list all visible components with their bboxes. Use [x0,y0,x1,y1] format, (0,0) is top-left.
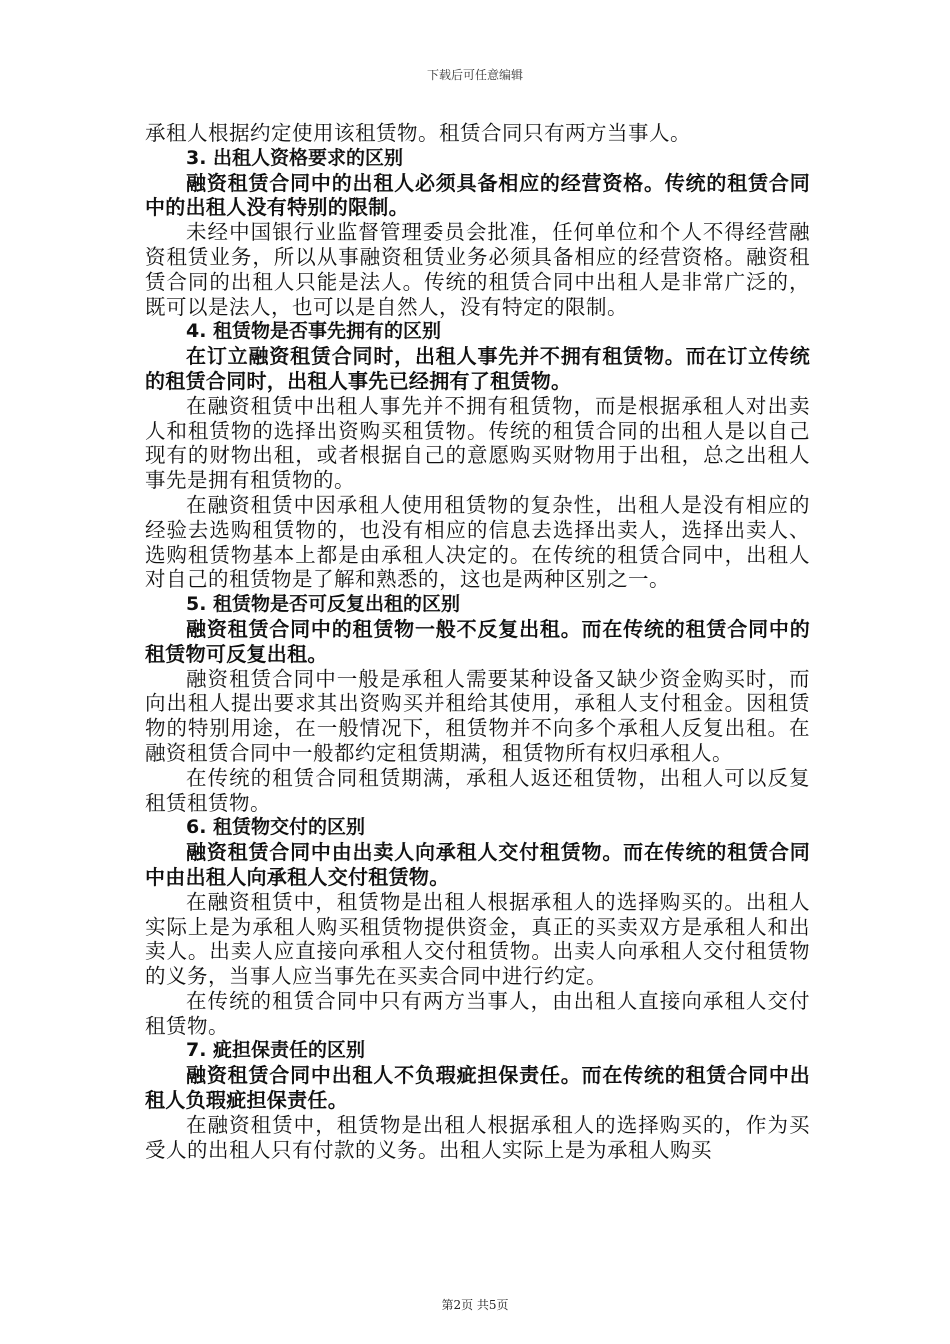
document-body [145,121,810,1162]
page-footer: 第2页 共5页 [441,1298,509,1312]
paragraph: 承租人根据约定使用该租赁物。租赁合同只有两方当事人。 [145,121,691,145]
bold-summary: 融资租赁合同中的出租人必须具备相应的经营资格。传统的租赁合同中的出租人没有特别的限制。 [145,170,810,220]
paragraph: 在融资租赁中，租赁物是出租人根据承租人的选择购买的，作为买受人的出租人只有付款的义务。出租人实际上是为承租人购买 [145,1112,810,1162]
section-heading: 7. 疵担保责任的区别 [186,1039,366,1062]
paragraph: 在传统的租赁合同中只有两方当事人，由出租人直接向承租人交付租赁物。 [145,988,810,1038]
bold-summary: 在订立融资租赁合同时，出租人事先并不拥有租赁物。而在订立传统的租赁合同时，出租人事先已经拥有了租赁物。 [145,344,810,393]
bold-summary: 融资租赁合同中的租赁物一般不反复出租。而在传统的租赁合同中的租赁物可反复出租。 [145,616,810,666]
section-heading: 6. 租赁物交付的区别 [186,816,366,839]
bold-summary: 融资租赁合同中出租人不负瑕疵担保责任。而在传统的租赁合同中出租人负瑕疵担保责任。 [145,1063,810,1113]
paragraph: 在传统的租赁合同租赁期满，承租人返还租赁物，出租人可以反复租赁租赁物。 [145,765,810,815]
section-heading: 4. 租赁物是否事先拥有的区别 [186,320,442,343]
paragraph: 在融资租赁中出租人事先并不拥有租赁物，而是根据承租人对出卖人和租赁物的选择出资购买租赁物。传统的租赁合同的出租人是以自己现有的财物出租，或者根据自己的意愿购买财物用于出租，总之出租人事先是拥有租赁物的。 [145,393,810,493]
section-heading: 3. 出租人资格要求的区别 [186,146,404,169]
paragraph: 在融资租赁中，租赁物是出租人根据承租人的选择购买的。出租人实际上是为承租人购买租赁物提供资金，真正的买卖双方是承租人和出卖人。出卖人应直接向承租人交付租赁物。出卖人向承租人交付租赁物的义务，当事人应当事先在买卖合同中进行约定。 [145,889,810,989]
bold-summary: 融资租赁合同中由出卖人向承租人交付租赁物。而在传统的租赁合同中由出租人向承租人交付租赁物。 [145,840,810,889]
paragraph: 未经中国银行业监督管理委员会批准，任何单位和个人不得经营融资租赁业务，所以从事融资租赁业务必须具备相应的经营资格。融资租赁合同的出租人只能是法人。传统的租赁合同中出租人是非常广泛的，既可以是法人，也可以是自然人，没有特定的限制。 [145,220,810,319]
paragraph: 融资租赁合同中一般是承租人需要某种设备又缺少资金购买时，而向出租人提出要求其出资购买并租给其使用，承租人支付租金。因租赁物的特别用途，在一般情况下，租赁物并不向多个承租人反复出租。在融资租赁合同中一般都约定租赁期满，租赁物所有权归承租人。 [145,666,810,765]
page-header: 下载后可任意编辑 [426,68,523,82]
paragraph: 在融资租赁中因承租人使用租赁物的复杂性，出租人是没有相应的经验去选购租赁物的，也没有相应的信息去选择出卖人，选择出卖人、选购租赁物基本上都是由承租人决定的。在传统的租赁合同中，出租人对自己的租赁物是了解和熟悉的，这也是两种区别之一。 [145,492,810,592]
section-heading: 5. 租赁物是否可反复出租的区别 [186,593,461,616]
